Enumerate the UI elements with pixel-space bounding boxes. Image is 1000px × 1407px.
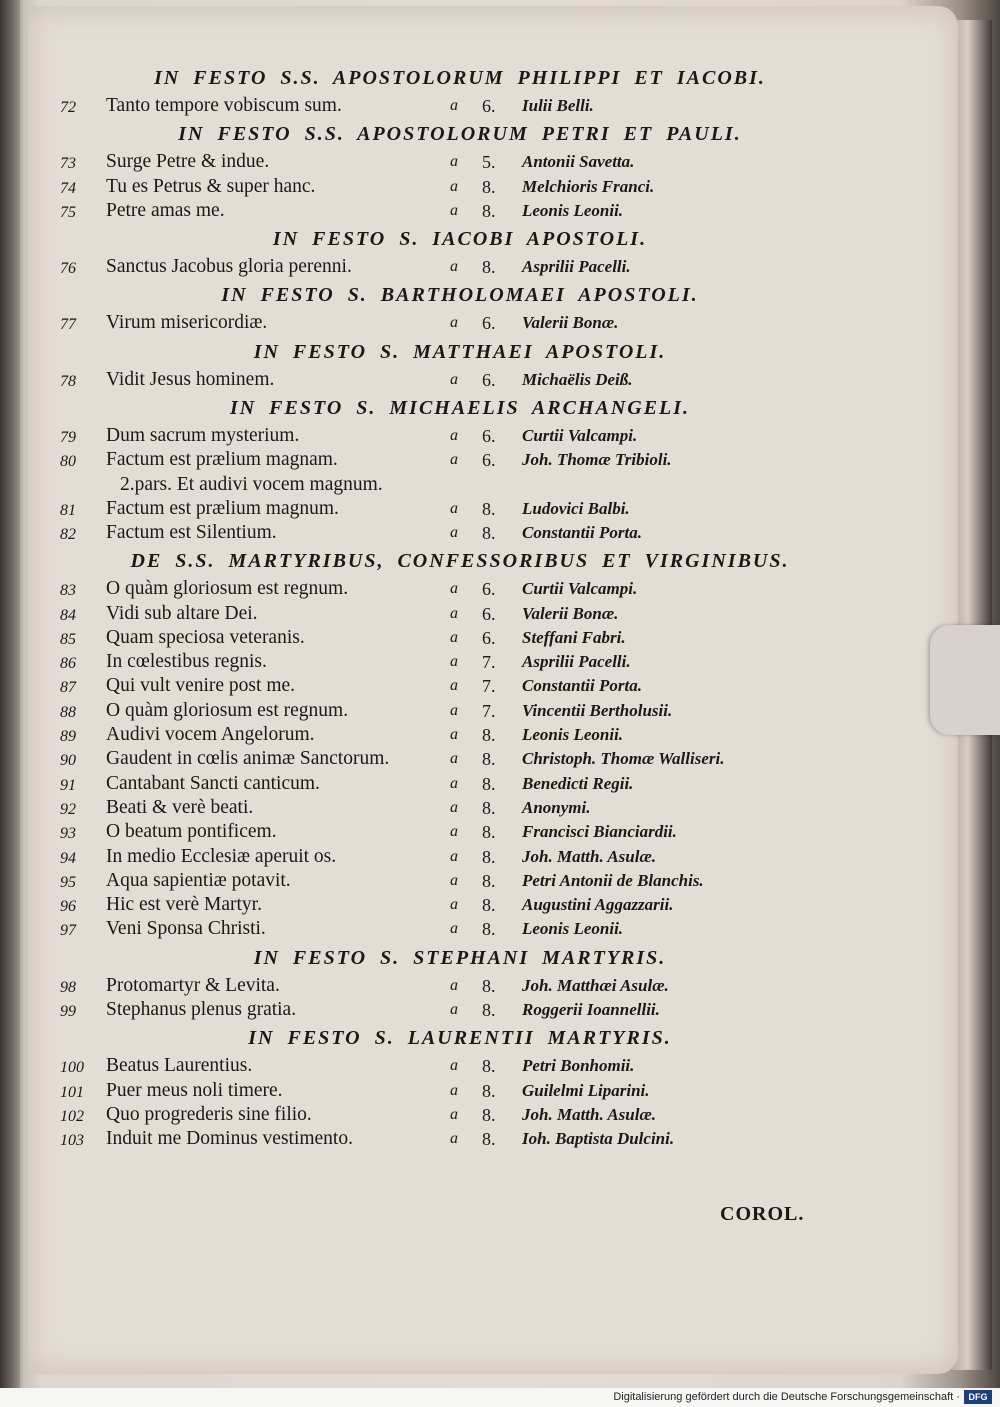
entry-number: 98 <box>60 978 76 996</box>
entry-number: 97 <box>60 922 76 940</box>
voice-count: 8. <box>482 176 496 197</box>
entry-title: Quo progrederis sine filio. <box>106 1103 312 1125</box>
voice-marker: a <box>450 97 458 114</box>
index-entry <box>60 175 860 199</box>
composer-name: Roggerii Ioannellii. <box>522 1000 660 1020</box>
entry-number: 88 <box>60 703 76 721</box>
voice-marker: a <box>450 677 458 695</box>
voice-count: 8. <box>482 749 496 770</box>
entry-title: Stephanus plenus gratia. <box>106 999 297 1021</box>
entry-title: O quàm gloriosum est regnum. <box>106 699 349 721</box>
composer-name: Petri Antonii de Blanchis. <box>522 870 704 890</box>
entry-title: Petre amas me. <box>106 199 225 221</box>
entry-number: 100 <box>60 1059 84 1077</box>
voice-count: 8. <box>482 773 496 794</box>
composer-name: Augustini Aggazzarii. <box>522 895 674 915</box>
composer-name: Constantii Porta. <box>522 522 642 542</box>
entry-title: Quam speciosa veteranis. <box>106 626 305 648</box>
section-heading: IN FESTO S. STEPHANI MARTYRIS. <box>253 946 667 969</box>
composer-name: Joh. Matthæi Asulæ. <box>522 975 669 995</box>
index-entry <box>60 998 860 1022</box>
entry-subpart: 2.pars. Et audivi vocem magnum. <box>120 473 383 495</box>
voice-marker: a <box>450 774 458 792</box>
entry-number: 74 <box>60 179 76 197</box>
entry-title: Veni Sponsa Christi. <box>106 918 266 940</box>
voice-count: 8. <box>482 822 496 843</box>
voice-count: 6. <box>482 579 496 600</box>
voice-count: 8. <box>482 725 496 746</box>
entry-number: 79 <box>60 429 76 447</box>
index-entry <box>60 917 860 941</box>
entry-title: Induit me Dominus vestimento. <box>106 1128 353 1150</box>
entry-number: 84 <box>60 606 76 624</box>
index-entry <box>60 448 860 472</box>
entry-title: Puer meus noli timere. <box>106 1079 283 1101</box>
entry-number: 75 <box>60 203 76 221</box>
entry-title: Factum est prælium magnam. <box>106 449 338 471</box>
composer-name: Benedicti Regii. <box>522 773 634 793</box>
voice-count: 8. <box>482 797 496 818</box>
entry-title: Gaudent in cœlis animæ Sanctorum. <box>106 748 390 770</box>
entry-number: 86 <box>60 655 76 673</box>
entry-number: 85 <box>60 630 76 648</box>
voice-marker: a <box>450 1081 458 1099</box>
composer-name: Curtii Valcampi. <box>522 579 638 599</box>
book-binding <box>0 0 20 1388</box>
entry-title: Cantabant Sancti canticum. <box>106 772 320 794</box>
voice-count: 8. <box>482 846 496 867</box>
voice-count: 8. <box>482 870 496 891</box>
voice-marker: a <box>450 201 458 219</box>
entry-number: 96 <box>60 898 76 916</box>
entry-title: Vidit Jesus hominem. <box>106 368 275 390</box>
voice-marker: a <box>450 871 458 889</box>
entry-number: 87 <box>60 679 76 697</box>
entry-title: Vidi sub altare Dei. <box>106 602 258 624</box>
voice-marker: a <box>450 920 458 938</box>
index-entry <box>60 747 860 771</box>
voice-marker: a <box>450 153 458 171</box>
footer-credit: Digitalisierung gefördert durch die Deutsche Forschungsgemeinschaft · <box>613 1391 960 1403</box>
index-content <box>60 62 860 1152</box>
voice-count: 8. <box>482 1080 496 1101</box>
voice-marker: a <box>450 580 458 598</box>
voice-count: 6. <box>482 603 496 624</box>
voice-marker: a <box>450 258 458 276</box>
entry-title: Qui vult venire post me. <box>106 675 296 697</box>
entry-number: 91 <box>60 776 76 794</box>
page-clip <box>930 625 1000 735</box>
voice-marker: a <box>450 427 458 445</box>
voice-count: 8. <box>482 1056 496 1077</box>
section-heading: IN FESTO S. IACOBI APOSTOLI. <box>272 228 648 251</box>
voice-marker: a <box>450 726 458 744</box>
voice-marker: a <box>450 1001 458 1019</box>
voice-count: 8. <box>482 257 496 278</box>
voice-count: 8. <box>482 1000 496 1021</box>
index-entry <box>60 1079 860 1103</box>
composer-name: Francisci Bianciardii. <box>522 822 677 842</box>
entry-title: Beati & verè beati. <box>106 796 254 818</box>
index-entry <box>60 311 860 335</box>
entry-number: 94 <box>60 849 76 867</box>
voice-marker: a <box>450 823 458 841</box>
entry-title: Factum est prælium magnum. <box>106 497 339 519</box>
index-entry <box>60 368 860 392</box>
dfg-logo: DFG <box>964 1390 992 1404</box>
composer-name: Curtii Valcampi. <box>522 426 638 446</box>
index-entry <box>60 650 860 674</box>
voice-count: 8. <box>482 895 496 916</box>
voice-count: 6. <box>482 426 496 447</box>
entry-number: 99 <box>60 1003 76 1021</box>
voice-count: 8. <box>482 498 496 519</box>
voice-count: 8. <box>482 1104 496 1125</box>
index-entry <box>60 796 860 820</box>
index-entry <box>60 893 860 917</box>
composer-name: Leonis Leonii. <box>522 725 624 745</box>
voice-marker: a <box>450 847 458 865</box>
entry-number: 90 <box>60 752 76 770</box>
entry-number: 102 <box>60 1107 84 1125</box>
voice-marker: a <box>450 798 458 816</box>
voice-marker: a <box>450 1130 458 1148</box>
index-entry <box>60 845 860 869</box>
index-entry <box>60 424 860 448</box>
index-entry <box>60 974 860 998</box>
voice-count: 7. <box>482 676 496 697</box>
index-entry <box>60 150 860 174</box>
voice-count: 8. <box>482 200 496 221</box>
composer-name: Christoph. Thomæ Walliseri. <box>522 749 725 769</box>
voice-marker: a <box>450 750 458 768</box>
entry-number: 95 <box>60 873 76 891</box>
composer-name: Ioh. Baptista Dulcini. <box>522 1129 675 1149</box>
composer-name: Iulii Belli. <box>522 96 594 115</box>
section-heading: IN FESTO S. LAURENTII MARTYRIS. <box>248 1027 672 1050</box>
composer-name: Asprilii Pacelli. <box>522 652 631 672</box>
voice-marker: a <box>450 523 458 541</box>
composer-name: Ludovici Balbi. <box>522 498 630 518</box>
voice-marker: a <box>450 177 458 195</box>
index-entry <box>60 699 860 723</box>
composer-name: Michaëlis Deiß. <box>522 369 633 389</box>
composer-name: Guilelmi Liparini. <box>522 1080 650 1100</box>
voice-marker: a <box>450 976 458 994</box>
voice-marker: a <box>450 701 458 719</box>
voice-count: 8. <box>482 522 496 543</box>
entry-title: Hic est verè Martyr. <box>106 894 262 916</box>
voice-count: 7. <box>482 700 496 721</box>
entry-title: Sanctus Jacobus gloria perenni. <box>106 256 352 278</box>
voice-marker: a <box>450 628 458 646</box>
entry-number: 78 <box>60 372 76 390</box>
section-heading: IN FESTO S.S. APOSTOLORUM PETRI ET PAULI. <box>178 123 742 146</box>
voice-count: 6. <box>482 450 496 471</box>
section-heading: IN FESTO S. BARTHOLOMAEI APOSTOLI. <box>221 284 699 307</box>
composer-name: Anonymi. <box>522 797 591 817</box>
voice-marker: a <box>450 1105 458 1123</box>
entry-number: 77 <box>60 316 76 334</box>
index-entry <box>60 521 860 545</box>
entry-number: 81 <box>60 501 76 519</box>
composer-name: Antonii Savetta. <box>522 152 635 172</box>
entry-title: In medio Ecclesiæ aperuit os. <box>106 845 337 867</box>
entry-number: 80 <box>60 453 76 471</box>
entry-title: O quàm gloriosum est regnum. <box>106 578 349 600</box>
entry-title: Tu es Petrus & super hanc. <box>106 175 316 197</box>
voice-count: 6. <box>482 627 496 648</box>
composer-name: Constantii Porta. <box>522 676 642 696</box>
entry-number: 93 <box>60 825 76 843</box>
entry-title: Virum misericordiæ. <box>106 312 268 334</box>
index-entry <box>60 674 860 698</box>
entry-title: O beatum pontificem. <box>106 821 277 843</box>
composer-name: Joh. Thomæ Tribioli. <box>522 450 672 470</box>
index-entry <box>60 772 860 796</box>
entry-title: Aqua sapientiæ potavit. <box>106 869 291 891</box>
voice-marker: a <box>450 314 458 332</box>
voice-marker: a <box>450 1057 458 1075</box>
voice-count: 8. <box>482 975 496 996</box>
entry-number: 101 <box>60 1083 84 1101</box>
entry-number: 73 <box>60 155 76 173</box>
section-heading: IN FESTO S.S. APOSTOLORUM PHILIPPI ET IACOBI. <box>154 67 766 89</box>
voice-count: 8. <box>482 919 496 940</box>
section-heading: IN FESTO S. MATTHAEI APOSTOLI. <box>253 340 667 363</box>
entry-number: 83 <box>60 582 76 600</box>
entry-number: 76 <box>60 260 76 278</box>
index-entry <box>60 497 860 521</box>
entry-number: 82 <box>60 525 76 543</box>
section-heading: DE S.S. MARTYRIBUS, CONFESSORIBUS ET VIRGINIBUS. <box>130 550 790 573</box>
index-entry <box>60 1054 860 1078</box>
entry-title: Beatus Laurentius. <box>106 1055 253 1077</box>
index-entry <box>60 94 860 118</box>
composer-name: Vincentii Bertholusii. <box>522 700 673 720</box>
voice-count: 6. <box>482 96 496 116</box>
entry-title: Protomartyr & Levita. <box>106 974 280 996</box>
voice-marker: a <box>450 451 458 469</box>
composer-name: Joh. Matth. Asulæ. <box>522 846 656 866</box>
index-entry <box>60 199 860 223</box>
entry-number: 72 <box>60 99 76 116</box>
index-entry <box>60 869 860 893</box>
entry-title: Dum sacrum mysterium. <box>106 425 300 447</box>
voice-marker: a <box>450 896 458 914</box>
voice-marker: a <box>450 370 458 388</box>
index-entry <box>60 602 860 626</box>
composer-name: Melchioris Franci. <box>522 176 655 196</box>
composer-name: Joh. Matth. Asulæ. <box>522 1104 656 1124</box>
index-entry <box>60 577 860 601</box>
entry-number: 92 <box>60 800 76 818</box>
voice-marker: a <box>450 653 458 671</box>
voice-count: 6. <box>482 369 496 390</box>
section-heading: IN FESTO S. MICHAELIS ARCHANGELI. <box>229 397 691 420</box>
composer-name: Leonis Leonii. <box>522 919 624 939</box>
index-entry <box>60 1103 860 1127</box>
composer-name: Asprilii Pacelli. <box>522 257 631 277</box>
voice-marker: a <box>450 499 458 517</box>
entry-number: 103 <box>60 1132 84 1150</box>
entry-title: Surge Petre & indue. <box>106 151 270 173</box>
voice-count: 7. <box>482 652 496 673</box>
index-entry <box>60 723 860 747</box>
index-entry <box>60 626 860 650</box>
voice-count: 6. <box>482 313 496 334</box>
entry-title: In cœlestibus regnis. <box>106 651 267 673</box>
index-entry <box>60 1127 860 1151</box>
catchword: COROL. <box>720 1203 805 1225</box>
composer-name: Petri Bonhomii. <box>522 1056 635 1076</box>
voice-count: 8. <box>482 1129 496 1150</box>
index-entry <box>60 255 860 279</box>
entry-title: Audivi vocem Angelorum. <box>106 724 315 746</box>
index-entry <box>60 820 860 844</box>
voice-count: 5. <box>482 152 496 173</box>
entry-title: Factum est Silentium. <box>106 521 277 543</box>
entry-number: 89 <box>60 728 76 746</box>
composer-name: Steffani Fabri. <box>522 627 626 647</box>
entry-title: Tanto tempore vobiscum sum. <box>106 95 342 116</box>
composer-name: Valerii Bonæ. <box>522 313 619 333</box>
composer-name: Leonis Leonii. <box>522 200 624 220</box>
composer-name: Valerii Bonæ. <box>522 603 619 623</box>
voice-marker: a <box>450 604 458 622</box>
